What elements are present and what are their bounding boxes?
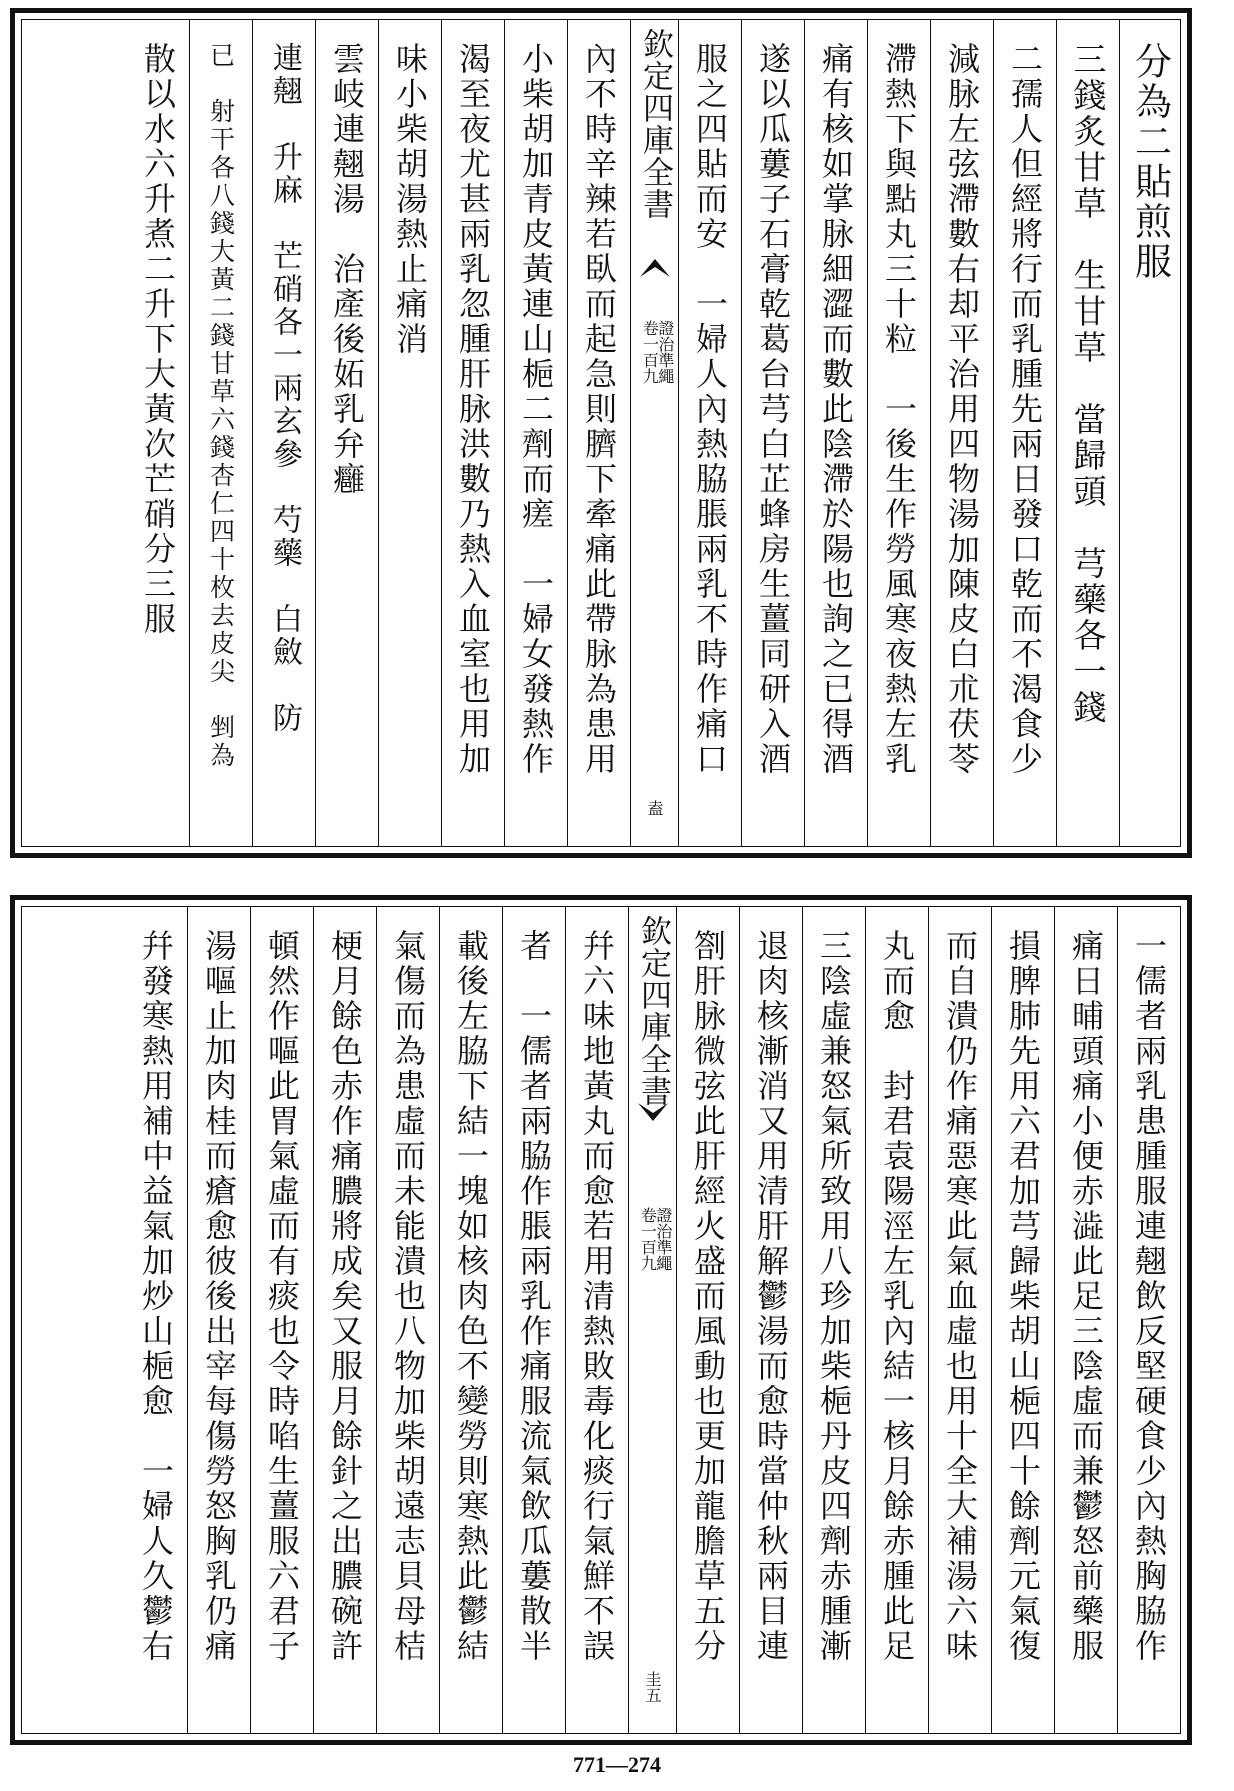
- column-text: 損脾肺先用六君加芎歸柴胡山梔四十餘劑元氣復: [1004, 929, 1042, 1664]
- text-column: [313, 907, 376, 1733]
- page-number: 盍: [645, 800, 664, 816]
- text-column: [1054, 907, 1117, 1733]
- book-title: 欽定四庫全書: [635, 915, 671, 1107]
- upper-page-leaf: [10, 8, 1192, 858]
- page-number: 圭五: [643, 1671, 662, 1703]
- upper-page-frame: [21, 19, 1181, 847]
- text-column: [315, 20, 378, 846]
- text-column: [1119, 20, 1180, 846]
- lower-page-leaf: [10, 895, 1192, 1745]
- column-text: 退肉核漸消又用清肝解鬱湯而愈時當仲秋兩目連: [752, 929, 790, 1664]
- column-text: 服之四貼而安 一婦人內熱脇脹兩乳不時作痛口: [691, 42, 729, 777]
- text-column: [441, 20, 504, 846]
- column-text: 小柴胡加青皮黃連山梔二劑而瘥 一婦女發熱作: [517, 42, 555, 777]
- column-text: 者 一儒者兩脇作脹兩乳作痛服流氣飲瓜蔞散半: [515, 929, 553, 1664]
- text-column: [804, 20, 867, 846]
- text-column: [739, 907, 802, 1733]
- text-column: [125, 907, 187, 1733]
- column-text: 遂以瓜蔞子石膏乾葛台芎白芷蜂房生薑同研入酒: [754, 42, 792, 777]
- column-text: 載後左脇下結一塊如核肉色不變勞則寒熱此鬱結: [452, 929, 490, 1664]
- text-column: [993, 20, 1056, 846]
- text-column: [187, 907, 250, 1733]
- column-text: 幷發寒熱用補中益氣加炒山梔愈 一婦人久鬱右: [137, 929, 175, 1664]
- column-text: 劄肝脉微弦此肝經火盛而風動也更加龍膽草五分: [689, 929, 727, 1664]
- volume-number: 卷一百九: [640, 320, 660, 384]
- fold-center-column: [630, 20, 678, 846]
- column-text: 已 射干各八錢大黃二錢甘草六錢杏仁四十枚去皮尖 剉為: [206, 42, 236, 770]
- fish-tail-mark-icon: [640, 255, 670, 277]
- text-column: [504, 20, 567, 846]
- text-column: [991, 907, 1054, 1733]
- text-column: [1117, 907, 1180, 1733]
- book-title: 欽定四庫全書: [637, 28, 673, 220]
- column-text: 三陰虛兼怒氣所致用八珍加柴梔丹皮四劑赤腫漸: [815, 929, 853, 1664]
- text-column: [741, 20, 804, 846]
- fold-center-column: [628, 907, 676, 1733]
- text-column: [250, 907, 313, 1733]
- column-text: 幷六味地黃丸而愈若用清熱敗毒化痰行氣鮮不誤: [578, 929, 616, 1664]
- column-text: 散以水六升煮二升下大黃次芒硝分三服: [139, 42, 177, 637]
- text-column: [1056, 20, 1119, 846]
- column-text: 頓然作嘔此胃氣虛而有痰也令時啗生薑服六君子: [263, 929, 301, 1664]
- column-text: 梗月餘色赤作痛膿將成矣又服月餘針之出膿碗許: [326, 929, 364, 1664]
- lower-page-frame: [21, 906, 1181, 1734]
- fish-tail-mark-icon: [638, 1103, 668, 1125]
- volume-number: 卷一百九: [638, 1207, 658, 1271]
- reprint-page-number: 771—274: [573, 1752, 661, 1777]
- column-text: 內不時辛辣若臥而起急則臍下牽痛此帶脉為患用: [580, 42, 618, 777]
- collection-name: 證治準繩: [653, 1207, 673, 1271]
- text-column: [439, 907, 502, 1733]
- text-column: [502, 907, 565, 1733]
- text-column: [127, 20, 189, 846]
- column-text: 雲岐連翹湯 治產後妬乳弁癰: [328, 42, 366, 497]
- column-text: 渴至夜尤甚兩乳忽腫肝脉洪數乃熱入血室也用加: [454, 42, 492, 777]
- text-column: [867, 20, 930, 846]
- column-text: 痛有核如掌脉細澀而數此陰滯於陽也詢之已得酒: [817, 42, 855, 777]
- text-column: [928, 907, 991, 1733]
- text-column: [865, 907, 928, 1733]
- column-text: 痛日晡頭痛小便赤澁此足三陰虛而兼鬱怒前藥服: [1067, 929, 1105, 1664]
- text-column: [565, 907, 628, 1733]
- column-text: 丸而愈 封君袁陽涇左乳內結一核月餘赤腫此足: [878, 929, 916, 1664]
- column-text: 而自潰仍作痛惡寒此氣血虛也用十全大補湯六味: [941, 929, 979, 1664]
- text-column: [376, 907, 439, 1733]
- column-text: 味小柴胡湯熱止痛消: [391, 42, 429, 357]
- collection-name: 證治準繩: [655, 320, 675, 384]
- column-text: 氣傷而為患虛而未能潰也八物加柴胡遠志貝母桔: [389, 929, 427, 1664]
- column-text: 三錢炙甘草 生甘草 當歸頭 芎藥各一錢: [1068, 42, 1108, 726]
- text-column: [252, 20, 315, 846]
- text-column: [378, 20, 441, 846]
- column-text: 湯嘔止加肉桂而瘡愈彼後出宰每傷勞怒胸乳仍痛: [200, 929, 238, 1664]
- column-text: 分為二貼煎服: [1128, 42, 1172, 282]
- text-column: [678, 20, 741, 846]
- column-text: 二孺人但經將行而乳腫先兩日發口乾而不渴食少: [1006, 42, 1044, 777]
- text-column: [930, 20, 993, 846]
- column-text: 連翹 升麻 芒硝各一兩玄參 芍藥 白斂 防: [267, 42, 302, 735]
- column-text: 滯熱下與點丸三十粒 一後生作勞風寒夜熱左乳: [880, 42, 918, 777]
- text-column: [676, 907, 739, 1733]
- text-column: [189, 20, 252, 846]
- column-text: 一儒者兩乳患腫服連翹飲反堅硬食少內熱胸脇作: [1130, 929, 1168, 1664]
- text-column: [802, 907, 865, 1733]
- column-text: 減脉左弦滯數右却平治用四物湯加陳皮白朮茯苓: [943, 42, 981, 777]
- text-column: [567, 20, 630, 846]
